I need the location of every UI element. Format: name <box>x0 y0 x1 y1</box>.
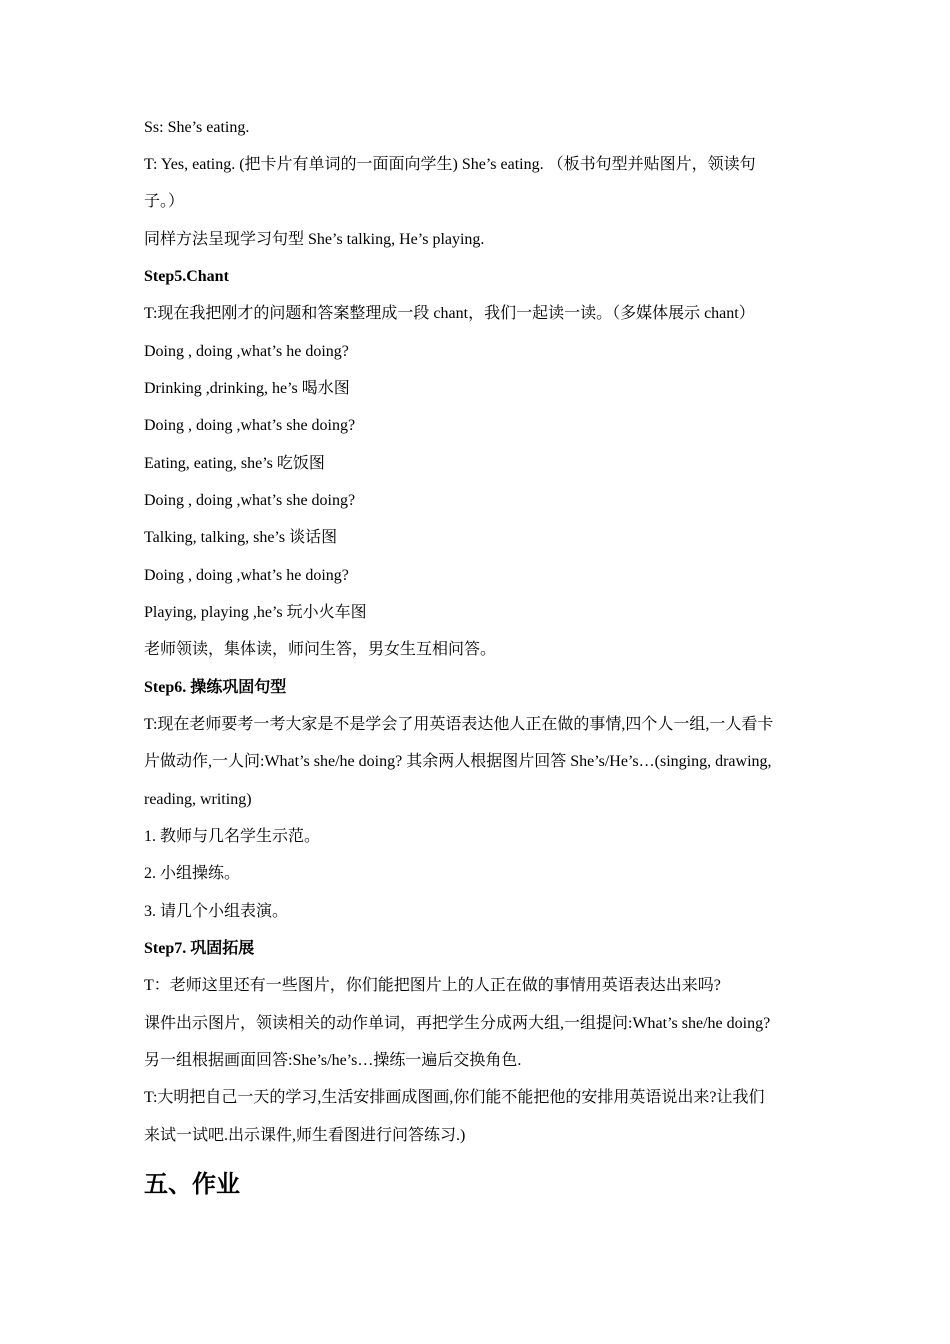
text-line: T:大明把自己一天的学习,生活安排画成图画,你们能不能把他的安排用英语说出来?让我们 <box>144 1089 765 1106</box>
text-line: 老师领读，集体读，师问生答，男女生互相问答。 <box>144 641 497 658</box>
text-line: T:现在我把刚才的问题和答案整理成一段 chant，我们一起读一读。（多媒体展示 chant） <box>144 305 755 322</box>
text-line: 另一组根据画面回答:She’s/he’s…操练一遍后交换角色. <box>144 1052 522 1069</box>
text-line: T：老师这里还有一些图片，你们能把图片上的人正在做的事情用英语表达出来吗? <box>144 977 721 994</box>
step-heading: Step5.Chant <box>144 268 229 285</box>
chant-line: Talking, talking, she’s 谈话图 <box>144 529 338 546</box>
chant-line: Doing , doing ,what’s she doing? <box>144 492 356 509</box>
text-line: reading, writing) <box>144 791 252 808</box>
text-line: 同样方法呈现学习句型 She’s talking, He’s playing. <box>144 231 485 248</box>
chant-line: Doing , doing ,what’s he doing? <box>144 567 349 584</box>
list-item: 2. 小组操练。 <box>144 865 241 882</box>
step-heading: Step7. 巩固拓展 <box>144 940 255 957</box>
text-line: 课件出示图片，领读相关的动作单词，再把学生分成两大组,一组提问:What’s she/he doing? <box>144 1015 771 1032</box>
chant-line: Eating, eating, she’s 吃饭图 <box>144 455 325 472</box>
text-line: T:现在老师要考一考大家是不是学会了用英语表达他人正在做的事情,四个人一组,一人看卡 <box>144 716 774 733</box>
text-line: 片做动作,一人问:What’s she/he doing? 其余两人根据图片回答 She’s/He’s…(singing, drawing, <box>144 753 772 770</box>
list-item: 3. 请几个小组表演。 <box>144 903 289 920</box>
text-line: 子。） <box>144 193 185 210</box>
text-line: 来试一试吧.出示课件,师生看图进行问答练习.) <box>144 1127 466 1144</box>
chant-line: Doing , doing ,what’s she doing? <box>144 417 356 434</box>
chant-line: Drinking ,drinking, he’s 喝水图 <box>144 380 350 397</box>
chant-line: Doing , doing ,what’s he doing? <box>144 343 349 360</box>
text-line: T: Yes, eating. (把卡片有单词的一面面向学生) She’s eating. （板书句型并贴图片，领读句 <box>144 156 756 173</box>
list-item: 1. 教师与几名学生示范。 <box>144 828 321 845</box>
section-heading: 五、作业 <box>144 1172 240 1198</box>
chant-line: Playing, playing ,he’s 玩小火车图 <box>144 604 367 621</box>
step-heading: Step6. 操练巩固句型 <box>144 679 287 696</box>
text-line: Ss: She’s eating. <box>144 119 250 136</box>
